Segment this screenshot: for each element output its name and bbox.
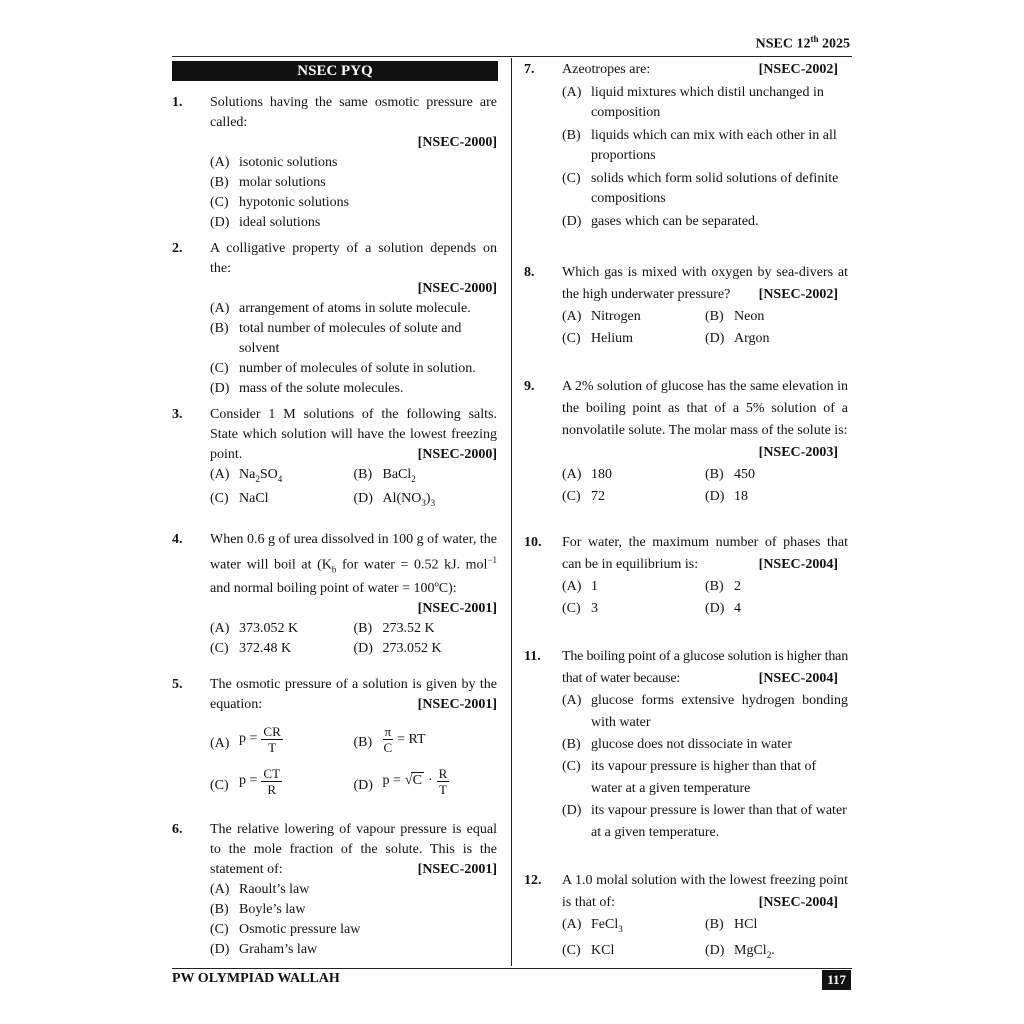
- option-d: (D) Graham’s law: [210, 942, 318, 957]
- source-tag: [NSEC-2001]: [417, 697, 497, 712]
- question-number: 11.: [524, 649, 541, 664]
- question-number: 8.: [524, 265, 535, 280]
- question-number: 1.: [172, 95, 183, 110]
- top-rule: [172, 56, 852, 57]
- option-c: (C) KCl: [562, 942, 615, 958]
- question-stem: The boiling point of a glucose solution is higher than that of water because:: [562, 649, 848, 686]
- option-a: (A) arrangement of atoms in solute molecule.: [210, 301, 471, 316]
- formula-c: p = $\frac{CT}{R}$: [239, 765, 281, 797]
- option-a: (A) 1: [562, 579, 598, 594]
- question-stem: Consider 1 M solutions of the following salts. State which solution will have the lowest freezing point.: [210, 407, 497, 462]
- option-a: (A) liquid mixtures which distil unchanged in composition: [562, 85, 824, 120]
- option-a: (A) $Na_2SO_4$: [210, 467, 283, 484]
- option-c: (C) 72: [562, 489, 605, 504]
- formula-d: p = √C · $\frac{R}{T}$: [382, 765, 448, 797]
- source-tag: [NSEC-2004]: [758, 557, 838, 572]
- question-stem: A 1.0 molal solution with the lowest freezing point is that of:: [562, 873, 848, 910]
- column-divider: [511, 58, 512, 966]
- source-tag: [NSEC-2001]: [417, 601, 497, 617]
- question-stem: A colligative property of a solution depends on the:: [210, 241, 497, 276]
- formula-b: $\frac{\pi}{C}$ = RT: [383, 724, 426, 755]
- option-d: (D) 18: [705, 489, 748, 504]
- option-d: (D) 4: [705, 601, 741, 616]
- source-tag: [NSEC-2004]: [758, 671, 838, 686]
- question-stem: A 2% solution of glucose has the same elevation in the boiling point as that of a 5% solution of a nonvolatile solute. The molar mass of the solute is:: [562, 379, 848, 438]
- option-b: (B) 273.52 K: [353, 621, 435, 637]
- source-tag: [NSEC-2004]: [758, 895, 838, 910]
- header-base: NSEC 12: [755, 36, 811, 52]
- question-number: 12.: [524, 873, 542, 888]
- source-tag: [NSEC-2000]: [417, 281, 497, 296]
- source-tag: [NSEC-2000]: [417, 447, 497, 462]
- question-stem: The osmotic pressure of a solution is given by the equation:: [210, 677, 497, 712]
- question-number: 4.: [172, 532, 183, 547]
- option-b: (B) 2: [705, 579, 741, 594]
- option-d: (D) 273.052 K: [353, 641, 442, 657]
- section-banner: NSEC PYQ: [172, 61, 498, 81]
- option-b: (B) Neon: [705, 309, 765, 324]
- option-a: (A) 180: [562, 467, 612, 482]
- question-number: 2.: [172, 241, 183, 256]
- option-a: (A) isotonic solutions: [210, 155, 338, 170]
- question-stem: Which gas is mixed with oxygen by sea-divers at the high underwater pressure? [NSEC-2002]: [562, 262, 848, 306]
- source-tag: [NSEC-2002]: [758, 62, 838, 77]
- formula-a: p = $\frac{CR}{T}$: [239, 723, 281, 755]
- option-c: (C) Osmotic pressure law: [210, 922, 361, 937]
- option-c: (C) hypotonic solutions: [210, 195, 350, 210]
- question-number: 5.: [172, 677, 183, 692]
- option-a: (A) 373.052 K: [210, 621, 299, 637]
- source-tag: [NSEC-2002]: [758, 287, 838, 302]
- question-stem: The relative lowering of vapour pressure is equal to the mole fraction of the solute. This is the statement of:: [210, 822, 497, 877]
- footer-rule: [172, 968, 852, 969]
- option-a: (A) p = $\frac{CR}{T}$: [210, 723, 281, 755]
- footer-brand: PW OLYMPIAD WALLAH: [172, 971, 340, 986]
- option-c: (C) p = $\frac{CT}{R}$: [210, 765, 281, 797]
- option-c: (C) its vapour pressure is higher than that of water at a given temperature: [562, 759, 817, 796]
- option-d: (D) Argon: [705, 331, 770, 346]
- option-d: (D) mass of the solute molecules.: [210, 381, 404, 396]
- option-a: (A) Raoult’s law: [210, 882, 310, 897]
- question-stem: When 0.6 g of urea dissolved in 100 g of water, the water will boil at ($K_b$ for water = 0.52 kJ. mol$^{-1}$ and normal boiling point of water = 100ºC):: [210, 532, 497, 597]
- option-d: (D) $Al(NO_3)_3$: [353, 490, 436, 508]
- question-stem: Azeotropes are: [NSEC-2002]: [562, 60, 848, 80]
- option-b: (B) Boyle’s law: [210, 902, 306, 917]
- option-c: (C) NaCl: [210, 490, 269, 506]
- option-d: (D) MgCl$_2$.: [705, 942, 775, 960]
- option-c: (C) 372.48 K: [210, 641, 292, 657]
- option-c: (C) solids which form solid solutions of definite compositions: [562, 171, 839, 206]
- header-sup: th: [810, 34, 819, 44]
- option-d: (D) ideal solutions: [210, 215, 321, 230]
- header-tail: 2025: [818, 36, 850, 52]
- option-c: (C) number of molecules of solute in solution.: [210, 361, 476, 376]
- option-b: (B) liquids which can mix with each other in all proportions: [562, 128, 837, 163]
- option-b: (B) total number of molecules of solute and solvent: [210, 321, 462, 356]
- option-c: (C) 3: [562, 601, 598, 616]
- running-header: [756, 34, 850, 53]
- source-tag: [NSEC-2003]: [758, 445, 838, 460]
- question-number: 3.: [172, 407, 183, 422]
- option-d: (D) p = √C · $\frac{R}{T}$: [353, 765, 448, 797]
- option-a: (A) glucose forms extensive hydrogen bonding with water: [562, 693, 848, 730]
- option-b: (B) $\frac{\pi}{C}$ = RT: [353, 724, 426, 755]
- option-b: (B) glucose does not dissociate in water: [562, 737, 793, 752]
- source-tag: [NSEC-2001]: [417, 862, 497, 877]
- option-b: (B) BaCl$_2$: [353, 467, 416, 484]
- option-a: (A) Nitrogen: [562, 309, 641, 324]
- question-number: 7.: [524, 62, 535, 77]
- question-stem: Solutions having the same osmotic pressure are called:: [210, 95, 497, 130]
- page-number: 117: [822, 970, 851, 990]
- source-tag: [NSEC-2000]: [417, 135, 497, 150]
- option-b: (B) 450: [705, 467, 755, 482]
- question-number: 10.: [524, 535, 542, 550]
- option-b: (B) molar solutions: [210, 175, 326, 190]
- option-d: (D) its vapour pressure is lower than that of water at a given temperature.: [562, 803, 847, 840]
- option-c: (C) Helium: [562, 331, 633, 346]
- option-d: (D) gases which can be separated.: [562, 214, 759, 229]
- option-b: (B) HCl: [705, 917, 758, 932]
- question-stem: For water, the maximum number of phases that can be in equilibrium is:: [562, 535, 848, 572]
- question-number: 6.: [172, 822, 183, 837]
- question-number: 9.: [524, 379, 535, 394]
- option-a: (A) FeCl$_3$: [562, 917, 623, 934]
